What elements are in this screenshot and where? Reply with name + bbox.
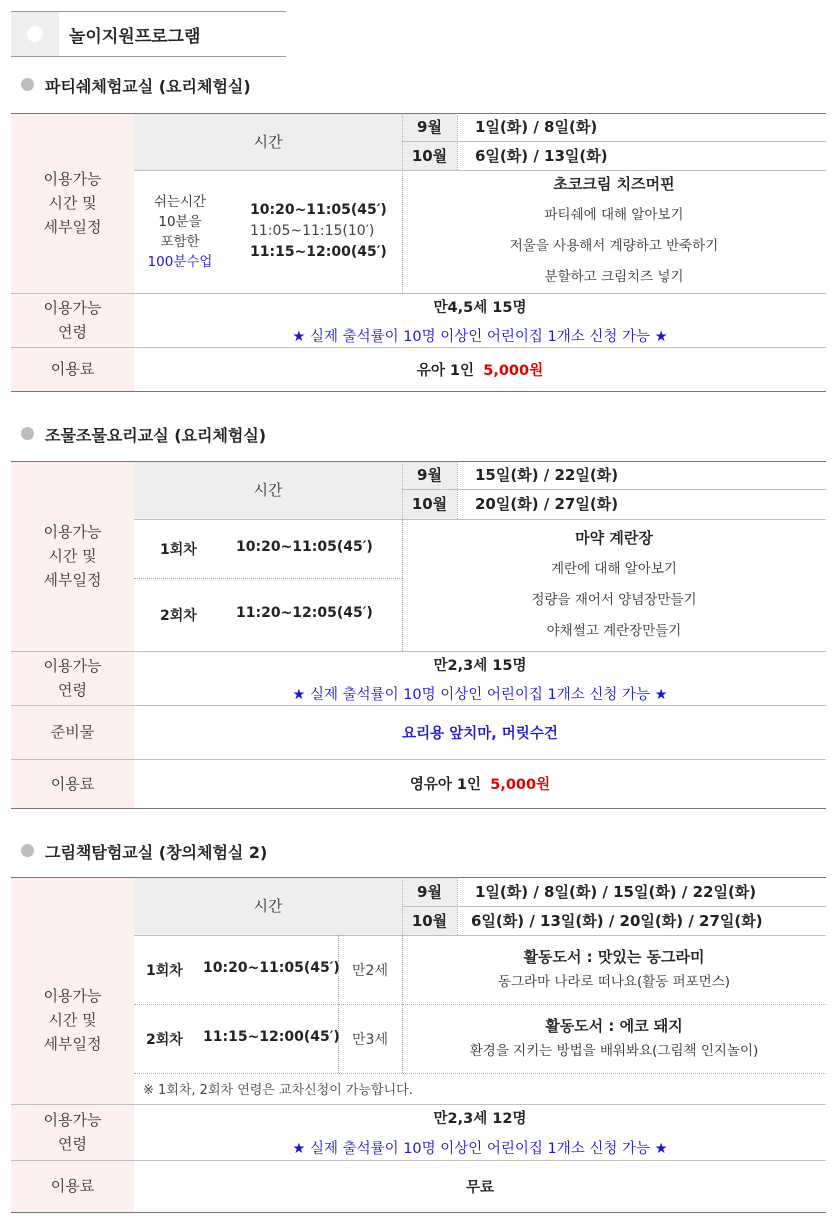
activity-box: 초코크림 치즈머핀 파티쉐에 대해 알아보기 저울을 사용해서 계량하고 반죽하기 분할하고 크림치즈 넣기 — [509, 175, 719, 285]
month-dates: 1일(화) / 8일(화) — [475, 118, 598, 136]
prep-value: 요리용 앞치마, 머릿수건 — [402, 725, 558, 742]
notice-text: ★ 실제 출석률이 10명 이상인 어린이집 1개소 신청 가능 ★ — [292, 687, 668, 703]
circle-icon — [27, 26, 43, 42]
time-header: 시간 — [253, 132, 283, 151]
age-value: 만2,3세 12명 — [433, 1111, 527, 1127]
age-label: 이용가능 연령 — [43, 299, 102, 341]
age-label: 이용가능 연령 — [43, 1111, 102, 1153]
session-age: 만2세 — [352, 963, 388, 979]
section-title: 조물조물요리교실 (요리체험실) — [45, 426, 267, 445]
session-time: 11:15~12:00(45′) — [203, 1029, 340, 1045]
section-title: 그림책탐험교실 (창의체험실 2) — [45, 843, 268, 862]
fee-label: 이용료 — [50, 774, 95, 793]
month-label: 9월 — [417, 466, 442, 484]
session-name: 1회차 — [146, 963, 183, 979]
section-bullet-icon — [21, 78, 34, 91]
session-activity: 활동도서 : 에코 돼지 환경을 지키는 방법을 배워봐요(그림책 인지놀이) — [469, 1017, 759, 1059]
age-label: 이용가능 연령 — [43, 657, 102, 699]
session-name: 2회차 — [146, 1032, 183, 1048]
section-bullet-icon — [21, 427, 34, 440]
month-label: 9월 — [417, 118, 442, 136]
time-header: 시간 — [253, 481, 283, 499]
break-note: 쉬는시간 10분을 포함한 100분수업 — [147, 194, 213, 270]
age-value: 만2,3세 15명 — [433, 658, 527, 674]
month-dates: 15일(화) / 22일(화) — [475, 466, 619, 484]
session-name: 1회차 — [160, 542, 197, 558]
month-dates: 6일(화) / 13일(화) / 20일(화) / 27일(화) — [471, 912, 763, 930]
month-label: 9월 — [417, 883, 442, 901]
activity-box: 마약 계란장 계란에 대해 알아보기 정량을 재어서 양념장만들기 야채썰고 계란장만들기 — [531, 529, 697, 639]
session-age: 만3세 — [352, 1032, 388, 1048]
session-time: 10:20~11:05(45′) — [203, 960, 340, 976]
fee-label: 이용료 — [50, 360, 95, 378]
month-dates: 1일(화) / 8일(화) / 15일(화) / 22일(화) — [475, 883, 757, 901]
notice-text: ★ 실제 출석률이 10명 이상인 어린이집 1개소 신청 가능 ★ — [292, 329, 668, 345]
header-title: 놀이지원프로그램 — [69, 27, 201, 47]
session-time: 11:20~12:05(45′) — [236, 605, 373, 621]
age-value: 만4,5세 15명 — [433, 300, 527, 316]
schedule-label: 이용가능 시간 및 세부일정 — [43, 170, 102, 236]
month-dates: 6일(화) / 13일(화) — [475, 147, 608, 165]
month-label: 10월 — [411, 912, 448, 930]
section-bullet-icon — [21, 844, 34, 857]
fee-label: 이용료 — [50, 1177, 95, 1195]
page-header — [11, 11, 286, 56]
month-label: 10월 — [411, 495, 448, 513]
schedule-label: 이용가능 시간 및 세부일정 — [43, 523, 102, 589]
fee-value: 유아 1인 5,000원 — [416, 362, 544, 379]
time-header: 시간 — [253, 897, 283, 915]
session-name: 2회차 — [160, 608, 197, 624]
footnote: ※ 1회차, 2회차 연령은 교차신청이 가능합니다. — [143, 1083, 413, 1098]
session-time: 10:20~11:05(45′) — [236, 539, 373, 555]
notice-text: ★ 실제 출석률이 10명 이상인 어린이집 1개소 신청 가능 ★ — [292, 1141, 668, 1157]
session-activity: 활동도서 : 맛있는 동그라미 동그라마 나라로 떠나요(활동 퍼포먼스) — [497, 948, 731, 990]
section-title: 파티쉐체험교실 (요리체험실) — [45, 77, 251, 96]
fee-value: 무료 — [465, 1179, 494, 1196]
time-list: 10:20~11:05(45′) 11:05~11:15(10′) 11:15~12:00(45′) — [250, 202, 387, 260]
header-icon-box — [11, 11, 59, 56]
schedule-label: 이용가능 시간 및 세부일정 — [43, 986, 102, 1053]
month-label: 10월 — [411, 147, 448, 165]
month-dates: 20일(화) / 27일(화) — [475, 495, 619, 513]
prep-label: 준비물 — [50, 723, 95, 741]
fee-value: 영유아 1인 5,000원 — [409, 777, 551, 793]
